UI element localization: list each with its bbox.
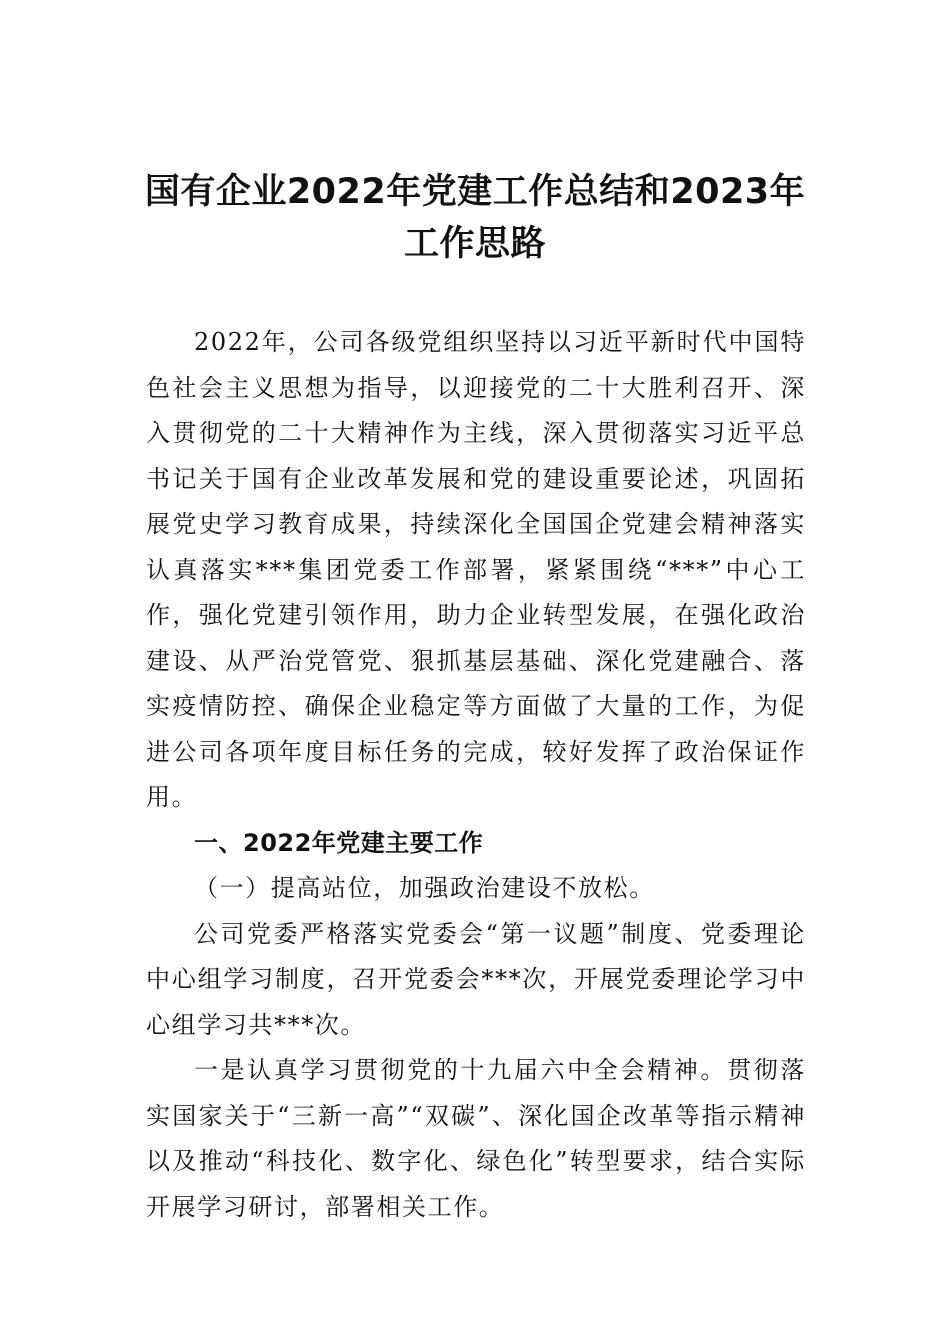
body-paragraph: 公司党委严格落实党委会“第一议题”制度、党委理论中心组学习制度，召开党委会***次，开展党委理论学习中心组学习共***次。 [146,919,806,1039]
intro-paragraph: 2022年，公司各级党组织坚持以习近平新时代中国特色社会主义思想为指导，以迎接党的二十大胜利召开、深入贯彻党的二十大精神作为主线，深入贯彻落实习近平总书记关于国有企业改革发展和党的建设重要论述，巩固拓展党史学习教育成果，持续深化全国国企党建会精神落实认真落实***集团党委工作部署，紧紧围绕“***”中心工作，强化党建引领作用，助力企业转型发展，在强化政治建设、从严治党管党、狠抓基层基础、深化党建融合、落实疫情防控、确保企业稳定等方面做了大量的工作，为促进公司各项年度目标任务的完成，较好发挥了政治保证作用。 [146,328,806,811]
document-title: 国有企业2022年党建工作总结和2023年工作思路 [144,172,806,264]
subsection-heading: （一）提高站位，加强政治建设不放松。 [194,874,655,902]
body-paragraph: 一是认真学习贯彻党的十九届六中全会精神。贯彻落实国家关于“三新一高”“双碳”、深化国企改革等指示精神以及推动“科技化、数字化、绿色化”转型要求，结合实际开展学习研讨，部署相关工作。 [146,1056,806,1221]
section-heading: 一、2022年党建主要工作 [194,828,484,857]
document-body [146,320,806,1230]
